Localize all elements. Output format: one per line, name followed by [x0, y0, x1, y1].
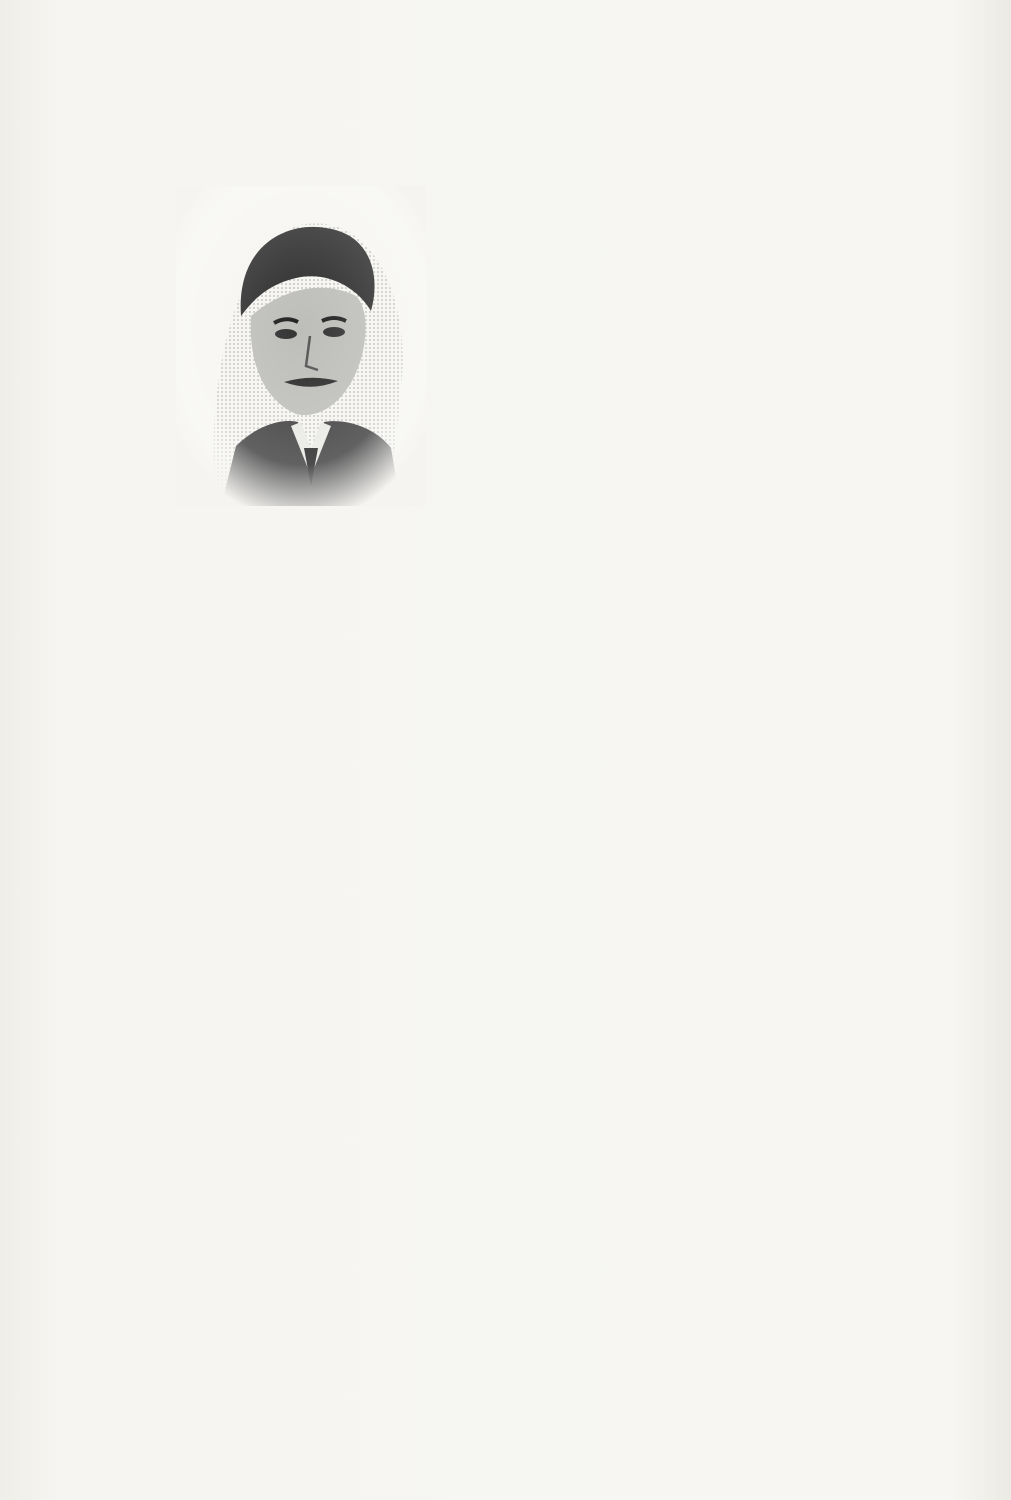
bleed-through-shadow: [172, 70, 872, 106]
body-text: [176, 160, 860, 503]
biography-with-portrait: [176, 160, 860, 503]
portrait-photo: [176, 186, 426, 506]
